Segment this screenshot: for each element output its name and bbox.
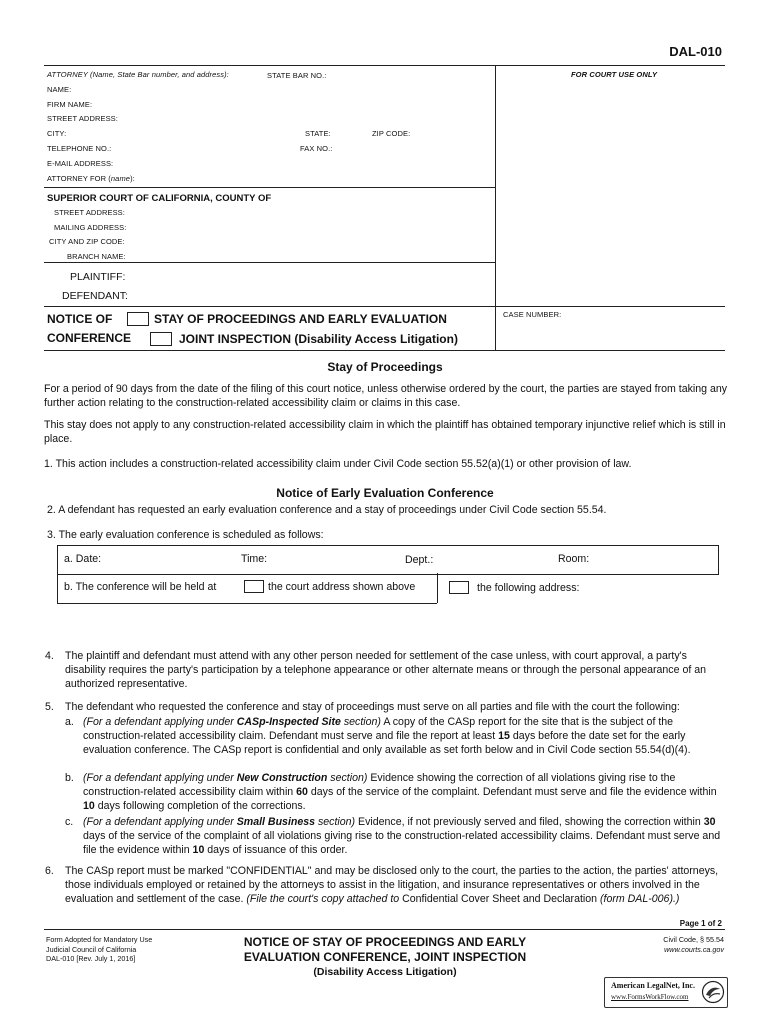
footer-citation: Civil Code, § 55.54 www.courts.ca.gov xyxy=(663,935,724,954)
party-section-rule xyxy=(44,262,496,263)
footer-form-info: Form Adopted for Mandatory Use Judicial Council of California DAL-010 [Rev. July 1, 2016] xyxy=(46,935,153,963)
item-5-number: 5. xyxy=(45,701,54,713)
joint-inspection-label: JOINT INSPECTION (Disability Access Litigation) xyxy=(179,332,458,346)
attorney-for-field[interactable]: ATTORNEY FOR (name): xyxy=(47,174,135,183)
title-section-rule xyxy=(44,306,725,307)
stay-paragraph-2: This stay does not apply to any construction-related accessibility claim in which the plaintiff has obtained temporary injunctive relief which is still in place. xyxy=(44,419,726,445)
item-5c-letter: c. xyxy=(65,816,74,828)
dept-field[interactable]: Dept.: xyxy=(405,554,434,566)
street-address-field[interactable]: STREET ADDRESS: xyxy=(47,114,118,123)
city-field[interactable]: CITY: xyxy=(47,129,67,138)
court-use-label: FOR COURT USE ONLY xyxy=(571,70,658,79)
room-field[interactable]: Room: xyxy=(558,553,590,565)
location-box-divider xyxy=(437,573,438,603)
court-section-rule xyxy=(44,187,496,188)
defendant-field[interactable]: DEFENDANT: xyxy=(62,290,128,302)
header-top-rule xyxy=(44,65,725,66)
header-vertical-divider xyxy=(495,65,496,350)
time-field[interactable]: Time: xyxy=(241,553,268,565)
fax-field[interactable]: FAX NO.: xyxy=(300,144,333,153)
name-field[interactable]: NAME: xyxy=(47,85,72,94)
brand-stamp xyxy=(604,977,728,1008)
court-mailing-field[interactable]: MAILING ADDRESS: xyxy=(54,223,127,232)
footer-title: NOTICE OF STAY OF PROCEEDINGS AND EARLY EVALUATION CONFERENCE, JOINT INSPECTION (Disability Access Litigation) xyxy=(243,935,527,978)
brand-link[interactable]: www.FormsWorkFlow.com xyxy=(611,993,689,1001)
item-3: 3. The early evaluation conference is scheduled as follows: xyxy=(47,529,324,541)
item-5c: (For a defendant applying under Small Business section) Evidence, if not previously served and filed, showing the correction within 30 days of the service of the complaint of all violations giving rise to the construction-related accessibility claims. Defendant must serve and file the evidence within 10 days of issuance of this order. xyxy=(83,816,721,856)
telephone-field[interactable]: TELEPHONE NO.: xyxy=(47,144,112,153)
conference-label: CONFERENCE xyxy=(47,331,132,345)
stay-option-label: STAY OF PROCEEDINGS AND EARLY EVALUATION xyxy=(154,312,447,326)
item-5a: (For a defendant applying under CASp-Inspected Site section) A copy of the CASp report for the site that is the subject of the construction-related accessibility claim. Defendant must serve and file the report at least 15 days before the date set for the early evaluation conference. The CASp report is confidential and only available as set forth below and in Civil Code section 55.54(d)(4). xyxy=(83,716,691,756)
conference-location-label: b. The conference will be held at xyxy=(64,581,217,593)
firm-name-field[interactable]: FIRM NAME: xyxy=(47,100,93,109)
court-address-checkbox[interactable] xyxy=(244,580,264,593)
item-1: 1. This action includes a construction-related accessibility claim under Civil Code section 55.52(a)(1) or other provision of law. xyxy=(44,458,632,470)
court-street-field[interactable]: STREET ADDRESS: xyxy=(54,208,125,217)
email-field[interactable]: E-MAIL ADDRESS: xyxy=(47,159,114,168)
item-6-number: 6. xyxy=(45,865,54,877)
item-5b: (For a defendant applying under New Construction section) Evidence showing the correction of all violations giving rise to the construction-related accessibility claim within 60 days of the service of the complaint. Defendant must serve and file the evidence within 10 days following completion of the corrections. xyxy=(83,772,717,812)
state-field[interactable]: STATE: xyxy=(305,129,331,138)
date-field[interactable]: a. Date: xyxy=(64,553,102,565)
plaintiff-field[interactable]: PLAINTIFF: xyxy=(70,271,126,283)
zip-code-field[interactable]: ZIP CODE: xyxy=(372,129,411,138)
stay-checkbox[interactable] xyxy=(127,312,149,326)
attorney-label: ATTORNEY (Name, State Bar number, and address): xyxy=(47,70,229,79)
notice-of-label: NOTICE OF xyxy=(47,312,113,326)
court-city-field[interactable]: CITY AND ZIP CODE: xyxy=(49,237,125,246)
location-box-left xyxy=(57,573,58,603)
form-number: DAL-010 xyxy=(669,44,722,59)
item-5a-letter: a. xyxy=(65,716,74,728)
case-number-field[interactable]: CASE NUMBER: xyxy=(503,310,562,319)
eec-section-title: Notice of Early Evaluation Conference xyxy=(276,486,494,500)
item-5: The defendant who requested the conference and stay of proceedings must serve on all parties and file with the court the following: xyxy=(65,701,680,713)
schedule-box xyxy=(57,545,719,575)
brand-name: American LegalNet, Inc. xyxy=(611,981,695,990)
stay-section-title: Stay of Proceedings xyxy=(327,360,443,374)
item-6: The CASp report must be marked "CONFIDENTIAL" and may be disclosed only to the court, the parties to the action, the parties' attorneys, those individuals employed or retained by the attorneys to assist in the litigation, and insurance representatives or others involved in the evaluation and settlement of the case. (File the court's copy attached to Confidential Cover Sheet and Declaration (form DAL-006).) xyxy=(65,865,719,905)
header-bottom-rule xyxy=(44,350,725,351)
court-title: SUPERIOR COURT OF CALIFORNIA, COUNTY OF xyxy=(47,193,272,204)
following-address-checkbox[interactable] xyxy=(449,581,469,594)
court-branch-field[interactable]: BRANCH NAME: xyxy=(67,252,126,261)
page-number: Page 1 of 2 xyxy=(679,919,722,928)
state-bar-label: STATE BAR NO.: xyxy=(267,71,327,80)
following-address-option: the following address: xyxy=(477,582,580,594)
item-2: 2. A defendant has requested an early evaluation conference and a stay of proceedings under Civil Code section 55.54. xyxy=(47,504,607,516)
court-address-option: the court address shown above xyxy=(268,581,416,593)
stay-paragraph-1: For a period of 90 days from the date of the filing of this court notice, unless otherwise ordered by the court, the parties are stayed from taking any further action relating to the construction-related accessibility claim or claims in this case. xyxy=(44,383,728,409)
item-4: The plaintiff and defendant must attend with any other person needed for settlement of the case unless, with court approval, a party's disability requires the party's participation by a telephone appearance or other alternate means or through the personal appearance of an authorized representative. xyxy=(65,650,706,690)
brand-logo-icon xyxy=(701,980,725,1004)
item-5b-letter: b. xyxy=(65,772,74,784)
joint-inspection-checkbox[interactable] xyxy=(150,332,172,346)
footer-rule xyxy=(44,929,725,930)
item-4-number: 4. xyxy=(45,650,54,662)
location-box-bottom xyxy=(57,603,437,604)
